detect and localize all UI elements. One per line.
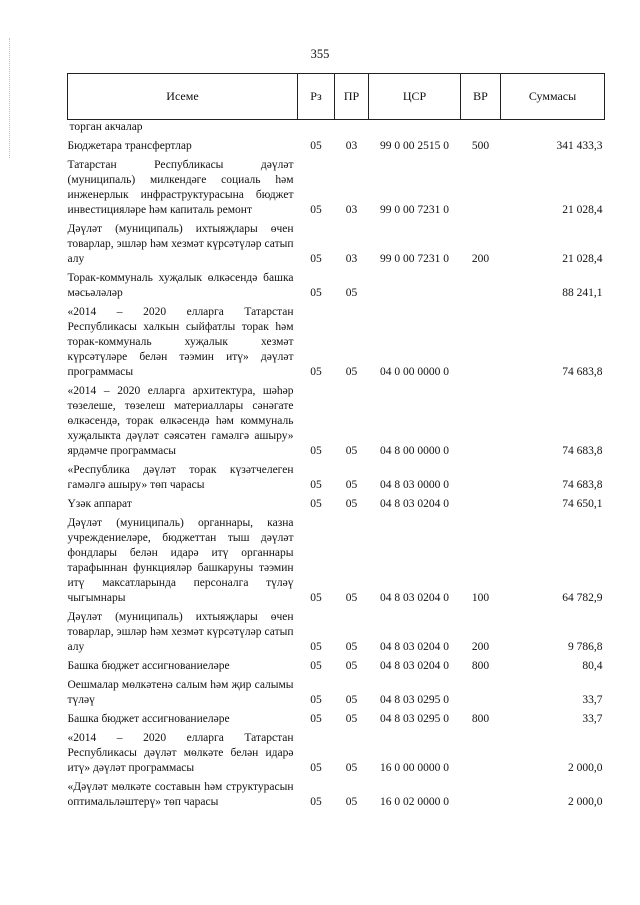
row-rz: 05 bbox=[310, 366, 322, 378]
row-csr: 99 0 00 7231 0 bbox=[380, 253, 449, 265]
row-sum: 21 028,4 bbox=[562, 204, 603, 216]
row-pr: 05 bbox=[345, 713, 358, 725]
table-row bbox=[68, 708, 605, 727]
row-vr: 500 bbox=[471, 140, 490, 152]
row-name: Оешмалар мөлкәтенә салым һәм җир салымы түләү bbox=[67, 679, 294, 706]
budget-table bbox=[67, 73, 605, 810]
row-pr: 05 bbox=[345, 694, 358, 706]
row-pr: 03 bbox=[345, 253, 358, 265]
row-sum: 21 028,4 bbox=[562, 253, 603, 265]
row-vr bbox=[461, 267, 501, 301]
row-rz: 05 bbox=[310, 498, 322, 510]
row-csr: 04 8 03 0295 0 bbox=[380, 713, 449, 725]
row-rz: 05 bbox=[310, 479, 322, 491]
header-csr: ЦСР bbox=[369, 74, 461, 120]
table-row bbox=[68, 459, 605, 493]
row-csr: 04 8 03 0204 0 bbox=[380, 592, 449, 604]
table-row bbox=[68, 674, 605, 708]
row-sum: 74 683,8 bbox=[562, 366, 603, 378]
row-pr: 05 bbox=[345, 445, 358, 457]
row-name: Татарстан Республикасы дәүләт (муниципаль) милкендәге социаль һәм инженерлык инфраструктурасына бюджет инвестицияләре һәм капиталь ремонт bbox=[67, 159, 294, 216]
row-vr bbox=[461, 154, 501, 218]
header-rz: Рз bbox=[298, 74, 335, 120]
row-vr: 800 bbox=[471, 660, 490, 672]
table-row bbox=[68, 154, 605, 218]
row-sum: 2 000,0 bbox=[568, 762, 603, 774]
row-rz: 05 bbox=[310, 641, 322, 653]
row-pr: 05 bbox=[345, 762, 358, 774]
row-rz: 05 bbox=[310, 660, 322, 672]
row-name: «Дәүләт мөлкәте составын һәм структурасын оптимальләштерү» төп чарасы bbox=[67, 781, 294, 808]
row-csr: 99 0 00 2515 0 bbox=[380, 140, 449, 152]
row-pr: 05 bbox=[345, 498, 358, 510]
row-vr: 200 bbox=[471, 253, 490, 265]
row-vr bbox=[461, 776, 501, 810]
row-sum: 33,7 bbox=[582, 713, 603, 725]
table-row bbox=[68, 655, 605, 674]
row-vr bbox=[461, 120, 501, 136]
header-pr: ПР bbox=[335, 74, 369, 120]
table-row bbox=[68, 606, 605, 655]
row-csr: 04 8 00 0000 0 bbox=[380, 445, 449, 457]
row-rz: 05 bbox=[310, 796, 322, 808]
row-rz: 05 bbox=[310, 287, 322, 299]
table-row bbox=[68, 267, 605, 301]
row-vr bbox=[461, 380, 501, 459]
row-pr: 05 bbox=[345, 796, 358, 808]
row-rz: 05 bbox=[310, 140, 322, 152]
row-sum bbox=[501, 120, 605, 136]
row-csr: 04 8 03 0000 0 bbox=[380, 479, 449, 491]
row-sum: 74 683,8 bbox=[562, 445, 603, 457]
table-row bbox=[68, 512, 605, 606]
row-rz bbox=[298, 120, 335, 136]
row-vr bbox=[461, 493, 501, 512]
row-rz: 05 bbox=[310, 253, 322, 265]
row-pr: 03 bbox=[345, 204, 358, 216]
row-pr: 05 bbox=[345, 366, 358, 378]
row-rz: 05 bbox=[310, 762, 322, 774]
row-pr: 05 bbox=[345, 479, 358, 491]
row-vr bbox=[461, 301, 501, 380]
row-name: Торак-коммуналь хуҗалык өлкәсендә башка мәсьәләләр bbox=[67, 272, 294, 299]
row-csr: 04 0 00 0000 0 bbox=[380, 366, 449, 378]
row-sum: 33,7 bbox=[582, 694, 603, 706]
row-name: Бюджетара трансфертлар bbox=[67, 140, 192, 152]
row-name: «2014 – 2020 елларга архитектура, шәһәр төзелеше, төзелеш материаллары сәнәгате өлкәсендә, торак өлкәсендә һәм коммуналь хуҗалыкта дәүләт сәясәтен гамәлгә ашыру» ярдәмче программасы bbox=[67, 385, 294, 457]
row-csr bbox=[369, 267, 461, 301]
table-header-row bbox=[68, 74, 605, 120]
row-name: Башка бюджет ассигнованиеләре bbox=[67, 660, 230, 672]
row-pr: 05 bbox=[345, 592, 358, 604]
row-vr: 100 bbox=[471, 592, 490, 604]
row-rz: 05 bbox=[310, 694, 322, 706]
row-sum: 88 241,1 bbox=[562, 287, 603, 299]
row-name: торган акчалар bbox=[69, 121, 143, 133]
header-name: Исеме bbox=[68, 74, 298, 120]
row-vr: 800 bbox=[471, 713, 490, 725]
header-vr: ВР bbox=[461, 74, 501, 120]
row-name: Дәүләт (муниципаль) органнары, казна учреждениеләре, бюджеттан тыш дәүләт фондлары белән идарә итү органнары тарафыннан функцияләр башкаруны тәэмин итү максатларында персоналга түләү чыгымнары bbox=[67, 517, 294, 604]
row-csr: 04 8 03 0204 0 bbox=[380, 641, 449, 653]
row-vr: 200 bbox=[471, 641, 490, 653]
page-number: 355 bbox=[310, 47, 330, 61]
row-sum: 80,4 bbox=[582, 660, 603, 672]
row-sum: 9 786,8 bbox=[568, 641, 603, 653]
row-csr bbox=[369, 120, 461, 136]
row-vr bbox=[461, 459, 501, 493]
row-name: Үзәк аппарат bbox=[67, 498, 132, 510]
row-rz: 05 bbox=[310, 445, 322, 457]
row-name: «2014 – 2020 елларга Татарстан Республикасы халкын сыйфатлы торак һәм торак-коммуналь хуҗалык хезмәт күрсәтүләре белән тәэмин итү» дәүләт программасы bbox=[67, 306, 294, 378]
row-vr bbox=[461, 727, 501, 776]
header-sum: Суммасы bbox=[501, 74, 605, 120]
row-name: «Республика дәүләт торак күзәтчелеген гамәлгә ашыру» төп чарасы bbox=[67, 464, 294, 491]
row-name: «2014 – 2020 елларга Татарстан Республикасы дәүләт мөлкәте белән идарә итү» дәүләт программасы bbox=[67, 732, 294, 774]
row-vr bbox=[461, 674, 501, 708]
row-pr: 05 bbox=[345, 641, 358, 653]
row-pr: 05 bbox=[345, 287, 358, 299]
row-sum: 2 000,0 bbox=[568, 796, 603, 808]
row-pr bbox=[335, 120, 369, 136]
row-name: Дәүләт (муниципаль) ихтыяҗлары өчен товарлар, эшләр һәм хезмәт күрсәтүләр сатып алу bbox=[67, 611, 294, 653]
row-sum: 341 433,3 bbox=[556, 140, 603, 152]
row-sum: 74 650,1 bbox=[562, 498, 603, 510]
row-pr: 03 bbox=[345, 140, 358, 152]
row-rz: 05 bbox=[310, 713, 322, 725]
table-row bbox=[68, 218, 605, 267]
row-sum: 74 683,8 bbox=[562, 479, 603, 491]
row-csr: 04 8 03 0295 0 bbox=[380, 694, 449, 706]
row-rz: 05 bbox=[310, 204, 322, 216]
row-sum: 64 782,9 bbox=[562, 592, 603, 604]
row-name: Башка бюджет ассигнованиеләре bbox=[67, 713, 230, 725]
table-row bbox=[68, 380, 605, 459]
row-csr: 99 0 00 7231 0 bbox=[380, 204, 449, 216]
row-csr: 04 8 03 0204 0 bbox=[380, 660, 449, 672]
row-csr: 16 0 02 0000 0 bbox=[380, 796, 449, 808]
row-pr: 05 bbox=[345, 660, 358, 672]
table-row bbox=[68, 120, 605, 136]
row-name: Дәүләт (муниципаль) ихтыяҗлары өчен товарлар, эшләр һәм хезмәт күрсәтүләр сатып алу bbox=[67, 223, 294, 265]
table-row bbox=[68, 135, 605, 154]
table-row bbox=[68, 301, 605, 380]
row-rz: 05 bbox=[310, 592, 322, 604]
row-csr: 16 0 00 0000 0 bbox=[380, 762, 449, 774]
row-csr: 04 8 03 0204 0 bbox=[380, 498, 449, 510]
table-row bbox=[68, 727, 605, 776]
table-body bbox=[68, 120, 605, 811]
table-row bbox=[68, 776, 605, 810]
table-row bbox=[68, 493, 605, 512]
